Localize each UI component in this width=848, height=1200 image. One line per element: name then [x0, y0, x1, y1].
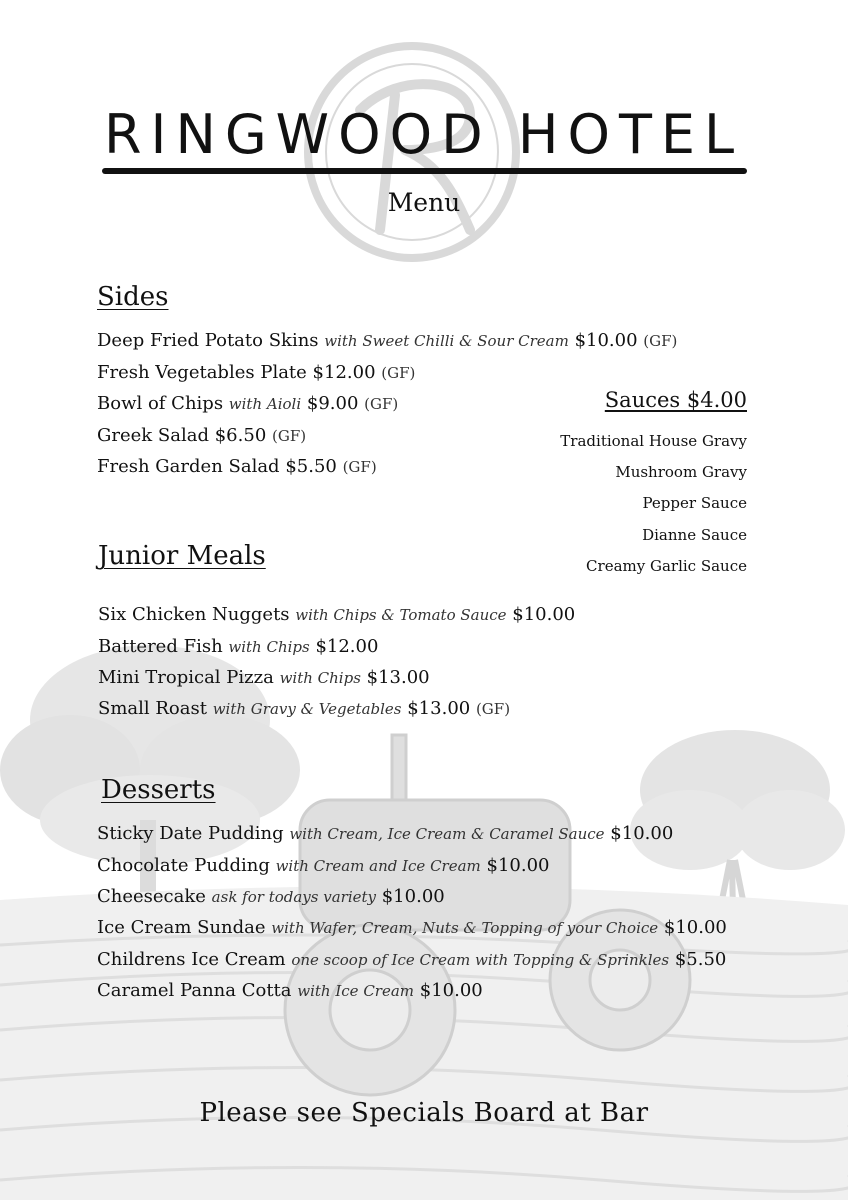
item-description: with Cream, Ice Cream & Caramel Sauce	[289, 825, 605, 843]
item-description: with Cream and Ice Cream	[275, 857, 481, 875]
desserts-heading: Desserts	[101, 775, 216, 805]
item-price: $5.50	[285, 456, 337, 477]
menu-item	[98, 700, 510, 718]
gluten-free-tag: (GF)	[475, 700, 511, 718]
sauce-item: Traditional House Gravy	[560, 432, 747, 450]
gluten-free-tag: (GF)	[643, 332, 678, 350]
menu-item	[97, 332, 677, 350]
item-description: with Sweet Chilli & Sour Cream	[324, 332, 569, 350]
item-price: $12.00	[312, 362, 376, 383]
menu-item	[98, 638, 378, 656]
item-description: with Aioli	[228, 395, 302, 413]
item-name: Childrens Ice Cream	[97, 949, 286, 970]
menu-item	[97, 395, 398, 413]
menu-item	[97, 458, 377, 476]
item-name: Ice Cream Sundae	[97, 917, 266, 938]
menu-item	[97, 982, 483, 1000]
item-name: Small Roast	[98, 698, 207, 719]
menu-subtitle: Menu	[387, 188, 461, 217]
item-description: one scoop of Ice Cream with Topping & Sprinkles	[291, 951, 670, 969]
junior-meals-heading: Junior Meals	[98, 541, 266, 571]
gluten-free-tag: (GF)	[364, 395, 399, 413]
item-name: Sticky Date Pudding	[97, 823, 284, 844]
item-description: with Chips	[279, 669, 361, 687]
item-price: $13.00	[407, 698, 471, 719]
menu-item	[97, 364, 415, 382]
item-price: $10.00	[486, 855, 550, 876]
item-name: Fresh Vegetables Plate	[97, 362, 307, 383]
item-price: $13.00	[366, 667, 430, 688]
menu-item	[97, 427, 306, 445]
item-name: Mini Tropical Pizza	[98, 667, 274, 688]
sides-heading: Sides	[97, 282, 169, 312]
item-price: $10.00	[512, 604, 576, 625]
item-price: $12.00	[315, 636, 379, 657]
menu-item	[97, 888, 445, 906]
specials-board-note: Please see Specials Board at Bar	[199, 1098, 649, 1128]
item-price: $10.00	[381, 886, 445, 907]
menu-item	[97, 919, 727, 937]
menu-item	[97, 857, 550, 875]
item-description: with Gravy & Vegetables	[212, 700, 402, 718]
sauce-item: Dianne Sauce	[642, 526, 747, 544]
gluten-free-tag: (GF)	[272, 427, 307, 445]
item-description: with Chips	[228, 638, 310, 656]
item-description: with Ice Cream	[297, 982, 415, 1000]
item-description: with Wafer, Cream, Nuts & Topping of your Choice	[271, 919, 659, 937]
menu-item	[98, 606, 575, 624]
sauces-heading: Sauces $4.00	[604, 388, 747, 412]
title-underline	[102, 168, 747, 174]
menu-item	[97, 825, 673, 843]
item-price: $10.00	[574, 330, 638, 351]
item-name: Fresh Garden Salad	[97, 456, 280, 477]
item-name: Cheesecake	[97, 886, 206, 907]
menu-item	[97, 951, 726, 969]
hotel-title: RINGWOOD HOTEL	[104, 103, 744, 166]
sauce-item: Creamy Garlic Sauce	[586, 557, 747, 575]
item-name: Chocolate Pudding	[97, 855, 270, 876]
item-price: $6.50	[214, 425, 267, 446]
sauce-item: Pepper Sauce	[642, 494, 747, 512]
menu-item	[98, 669, 430, 687]
item-price: $10.00	[610, 823, 674, 844]
gluten-free-tag: (GF)	[381, 364, 416, 382]
item-name: Battered Fish	[98, 636, 223, 657]
sauce-item: Mushroom Gravy	[615, 463, 747, 481]
item-price: $9.00	[306, 393, 359, 414]
item-description: with Chips & Tomato Sauce	[295, 606, 507, 624]
item-name: Six Chicken Nuggets	[98, 604, 290, 625]
item-description: ask for todays variety	[211, 888, 376, 906]
item-name: Greek Salad	[97, 425, 209, 446]
item-name: Bowl of Chips	[97, 393, 224, 414]
gluten-free-tag: (GF)	[342, 458, 377, 476]
item-name: Deep Fried Potato Skins	[97, 330, 319, 351]
item-price: $10.00	[419, 980, 483, 1001]
item-name: Caramel Panna Cotta	[97, 980, 292, 1001]
item-price: $5.50	[674, 949, 727, 970]
item-price: $10.00	[663, 917, 727, 938]
